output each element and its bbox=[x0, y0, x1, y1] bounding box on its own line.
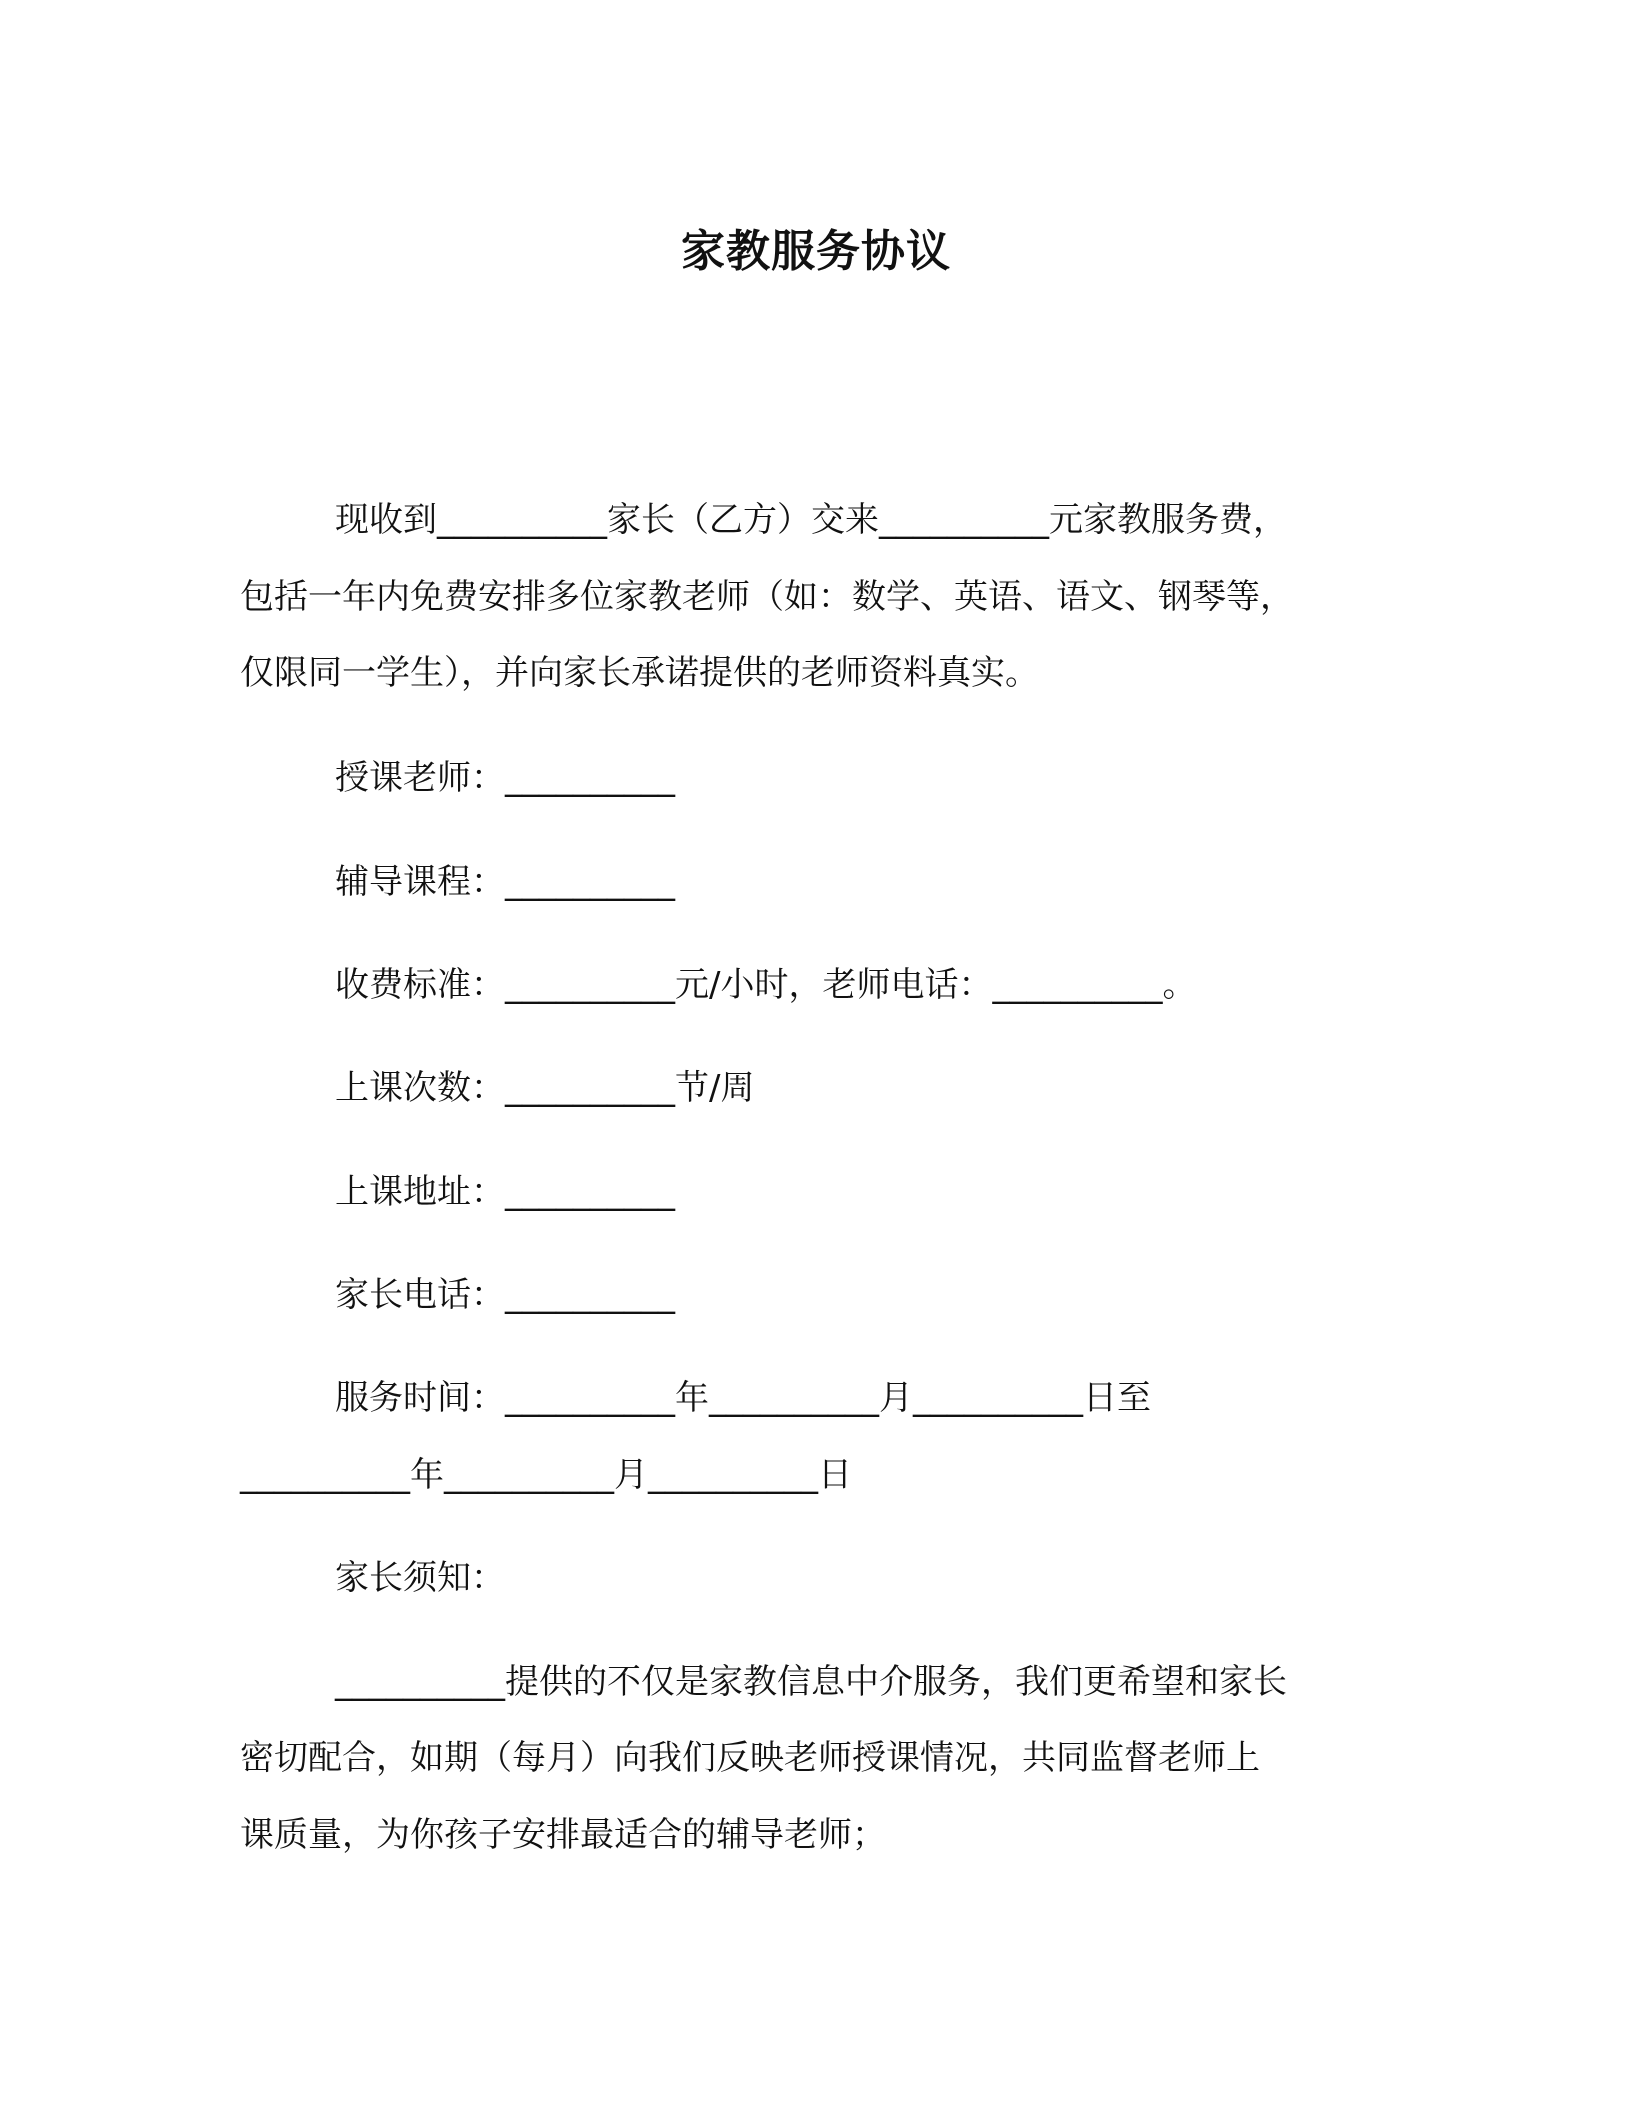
field-service-time-1: 服务时间：__________年__________月__________日至 bbox=[335, 1378, 1151, 1418]
field-fee: 收费标准：__________元/小时，老师电话：__________。 bbox=[335, 965, 1197, 1005]
notice-line-3: 课质量，为你孩子安排最适合的辅导老师； bbox=[240, 1815, 886, 1855]
intro-line-1: 现收到__________家长（乙方）交来__________元家教服务费， bbox=[335, 500, 1287, 540]
intro-line-3: 仅限同一学生），并向家长承诺提供的老师资料真实。 bbox=[240, 653, 1039, 693]
notice-heading: 家长须知： bbox=[335, 1558, 505, 1598]
field-parent-phone: 家长电话：__________ bbox=[335, 1275, 675, 1315]
document-title: 家教服务协议 bbox=[681, 226, 951, 277]
field-course: 辅导课程：__________ bbox=[335, 862, 675, 902]
field-address: 上课地址：__________ bbox=[335, 1172, 675, 1212]
field-teacher: 授课老师：__________ bbox=[335, 758, 675, 798]
field-sessions: 上课次数：__________节/周 bbox=[335, 1068, 755, 1108]
notice-line-1: __________提供的不仅是家教信息中介服务，我们更希望和家长 bbox=[335, 1662, 1287, 1702]
field-service-time-2: __________年__________月__________日 bbox=[240, 1455, 852, 1495]
intro-line-2: 包括一年内免费安排多位家教老师（如：数学、英语、语文、钢琴等， bbox=[240, 577, 1294, 617]
notice-line-2: 密切配合，如期（每月）向我们反映老师授课情况，共同监督老师上 bbox=[240, 1738, 1260, 1778]
